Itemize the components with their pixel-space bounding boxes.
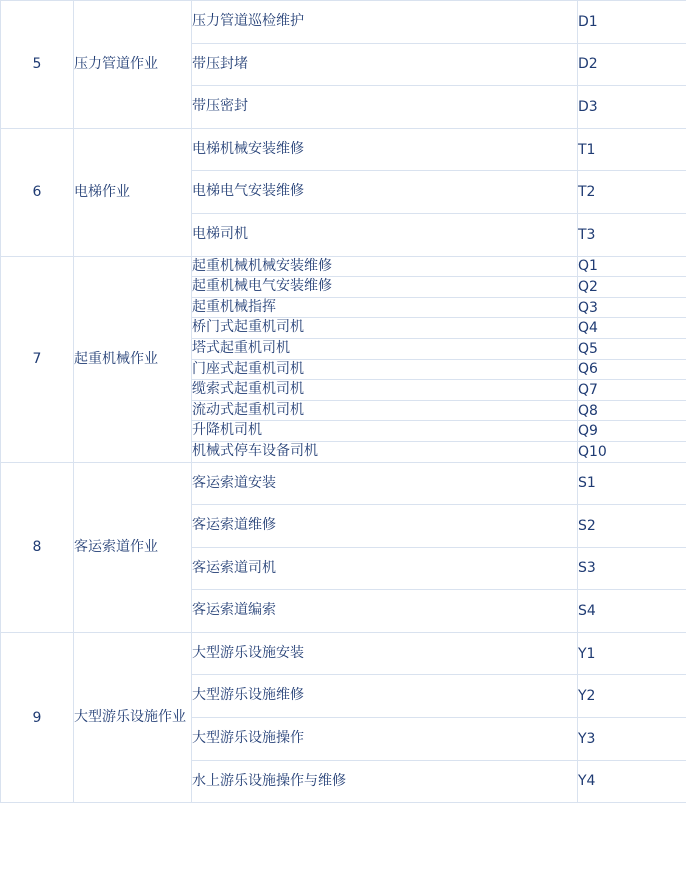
item-name-cell: 起重机械电气安装维修 <box>192 277 578 298</box>
category-cell: 大型游乐设施作业 <box>74 632 192 802</box>
item-code-cell: D2 <box>578 43 686 86</box>
item-name-cell: 起重机械指挥 <box>192 297 578 318</box>
item-name-cell: 客运索道安装 <box>192 462 578 505</box>
item-code-cell: S4 <box>578 590 686 633</box>
table-body <box>1 1 686 803</box>
item-code-cell: Q1 <box>578 256 686 277</box>
item-name-cell: 起重机械机械安装维修 <box>192 256 578 277</box>
table-row <box>1 632 686 675</box>
item-name-cell: 大型游乐设施维修 <box>192 675 578 718</box>
table-row <box>1 1 686 44</box>
item-name-cell: 塔式起重机司机 <box>192 338 578 359</box>
item-name-cell: 电梯司机 <box>192 213 578 256</box>
item-name-cell: 门座式起重机司机 <box>192 359 578 380</box>
row-number-cell: 6 <box>1 128 74 256</box>
item-name-cell: 大型游乐设施安装 <box>192 632 578 675</box>
item-code-cell: T3 <box>578 213 686 256</box>
table-row <box>1 256 686 277</box>
item-code-cell: Q6 <box>578 359 686 380</box>
item-code-cell: Q10 <box>578 441 686 462</box>
item-name-cell: 客运索道维修 <box>192 505 578 548</box>
item-code-cell: Q9 <box>578 421 686 442</box>
category-cell: 起重机械作业 <box>74 256 192 462</box>
item-name-cell: 电梯电气安装维修 <box>192 171 578 214</box>
category-cell: 压力管道作业 <box>74 1 192 129</box>
row-number-cell: 7 <box>1 256 74 462</box>
item-name-cell: 大型游乐设施操作 <box>192 718 578 761</box>
item-code-cell: S1 <box>578 462 686 505</box>
item-name-cell: 压力管道巡检维护 <box>192 1 578 44</box>
item-code-cell: Q5 <box>578 338 686 359</box>
item-name-cell: 桥门式起重机司机 <box>192 318 578 339</box>
item-code-cell: T2 <box>578 171 686 214</box>
item-code-cell: Q4 <box>578 318 686 339</box>
item-code-cell: Y1 <box>578 632 686 675</box>
item-name-cell: 带压封堵 <box>192 43 578 86</box>
table-row <box>1 462 686 505</box>
item-code-cell: S2 <box>578 505 686 548</box>
item-name-cell: 电梯机械安装维修 <box>192 128 578 171</box>
item-code-cell: Q8 <box>578 400 686 421</box>
item-name-cell: 缆索式起重机司机 <box>192 380 578 401</box>
item-code-cell: T1 <box>578 128 686 171</box>
category-cell: 电梯作业 <box>74 128 192 256</box>
item-name-cell: 水上游乐设施操作与维修 <box>192 760 578 803</box>
item-name-cell: 机械式停车设备司机 <box>192 441 578 462</box>
item-code-cell: Y3 <box>578 718 686 761</box>
item-code-cell: Q7 <box>578 380 686 401</box>
row-number-cell: 9 <box>1 632 74 802</box>
item-code-cell: Y2 <box>578 675 686 718</box>
item-code-cell: Y4 <box>578 760 686 803</box>
table-row <box>1 128 686 171</box>
row-number-cell: 8 <box>1 462 74 632</box>
item-code-cell: Q2 <box>578 277 686 298</box>
item-code-cell: D1 <box>578 1 686 44</box>
item-name-cell: 流动式起重机司机 <box>192 400 578 421</box>
item-name-cell: 升降机司机 <box>192 421 578 442</box>
row-number-cell: 5 <box>1 1 74 129</box>
category-cell: 客运索道作业 <box>74 462 192 632</box>
item-code-cell: S3 <box>578 547 686 590</box>
item-name-cell: 客运索道编索 <box>192 590 578 633</box>
item-code-cell: D3 <box>578 86 686 129</box>
item-code-cell: Q3 <box>578 297 686 318</box>
item-name-cell: 带压密封 <box>192 86 578 129</box>
item-name-cell: 客运索道司机 <box>192 547 578 590</box>
